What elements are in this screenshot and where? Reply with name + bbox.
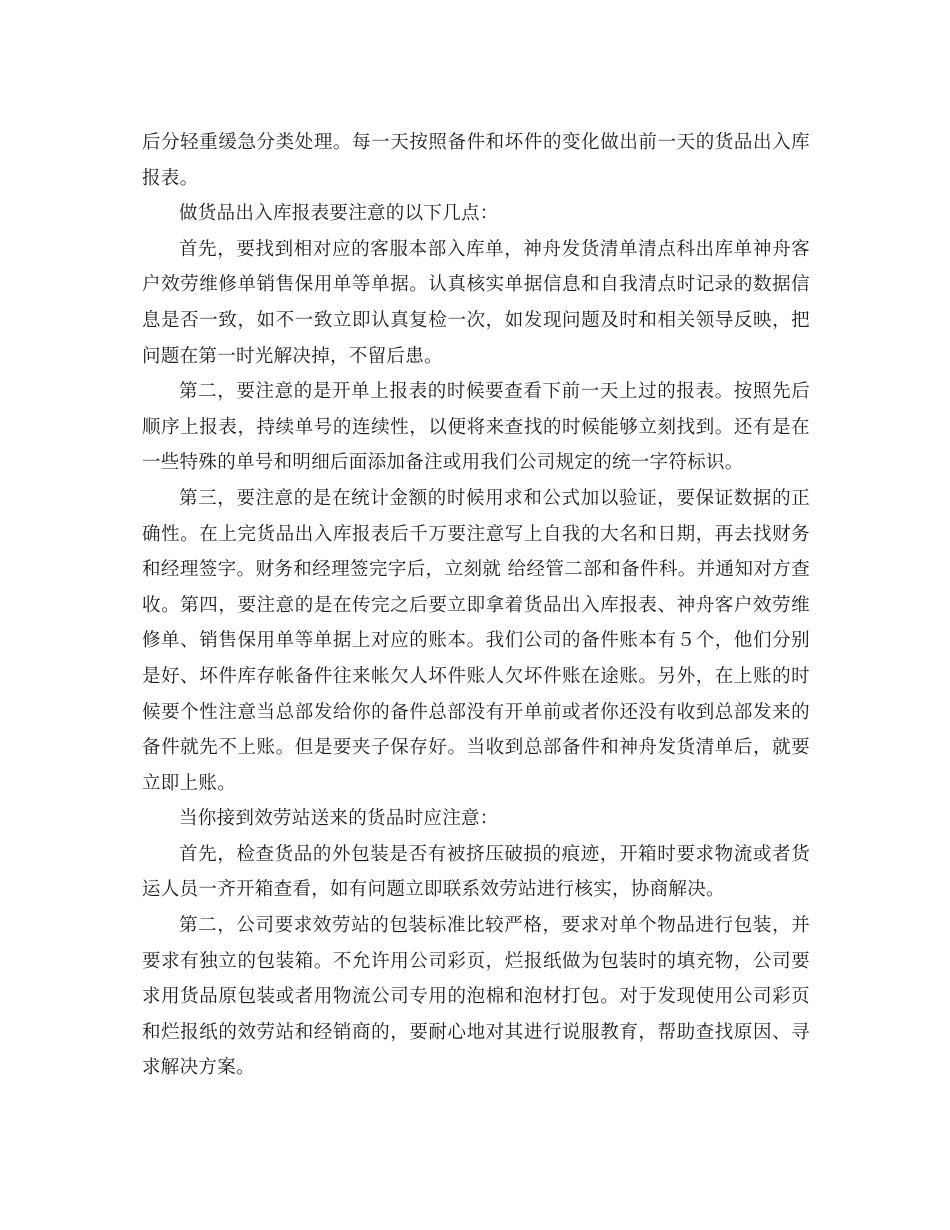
document-body [142,125,810,1086]
paragraph-8: 第二，公司要求效劳站的包装标准比较严格，要求对单个物品进行包装，并要求有独立的包装箱。不允许用公司彩页，烂报纸做为包装时的填充物，公司要求用货品原包装或者用物流公司专用的泡棉和泡材打包。对于发现使用公司彩页和烂报纸的效劳站和经销商的，要耐心地对其进行说服教育，帮助查找原因、寻求解决方案。 [142,915,810,1079]
paragraph-7: 首先，检查货品的外包装是否有被挤压破损的痕迹，开箱时要求物流或者货运人员一齐开箱查看，如有问题立即联系效劳站进行核实，协商解决。 [142,843,810,901]
paragraph-2: 做货品出入库报表要注意的以下几点： [179,203,499,225]
paragraph-3: 首先，要找到相对应的客服本部入库单，神舟发货清单清点科出库单神舟客户效劳维修单销售保用单等单据。认真核实单据信息和自我清点时记录的数据信息是否一致，如不一致立即认真复检一次，如发现问题及时和相关领导反映，把问题在第一时光解决掉，不留后患。 [142,238,810,367]
paragraph-6: 当你接到效劳站送来的货品时应注意： [179,808,499,830]
paragraph-4: 第二，要注意的是开单上报表的时候要查看下前一天上过的报表。按照先后顺序上报表，持续单号的连续性，以便将来查找的时候能够立刻找到。还有是在一些特殊的单号和明细后面添加备注或用我们公司规定的统一字符标识。 [142,381,810,474]
paragraph-5: 第三，要注意的是在统计金额的时候用求和公式加以验证，要保证数据的正确性。在上完货品出入库报表后千万要注意写上自我的大名和日期，再去找财务和经理签字。财务和经理签完字后，立刻就 给经管二部和备件科。并通知对方查收。第四，要注意的是在传完之后要立即拿着货品出入库报表、神舟客户效劳维修单、销售保用单等单据上对应的账本。我们公司的备件账本有５个，他们分别是好、坏件库存帐备件往来帐欠人坏件账人欠坏件账在途账。另外，在上账的时候要个性注意当总部发给你的备件总部没有开单前或者你还没有收到总部发来的备件就先不上账。但是要夹子保存好。当收到总部备件和神舟发货清单后，就要立即上账。 [142,487,810,794]
paragraph-1: 后分轻重缓急分类处理。每一天按照备件和坏件的变化做出前一天的货品出入库报表。 [142,132,810,189]
